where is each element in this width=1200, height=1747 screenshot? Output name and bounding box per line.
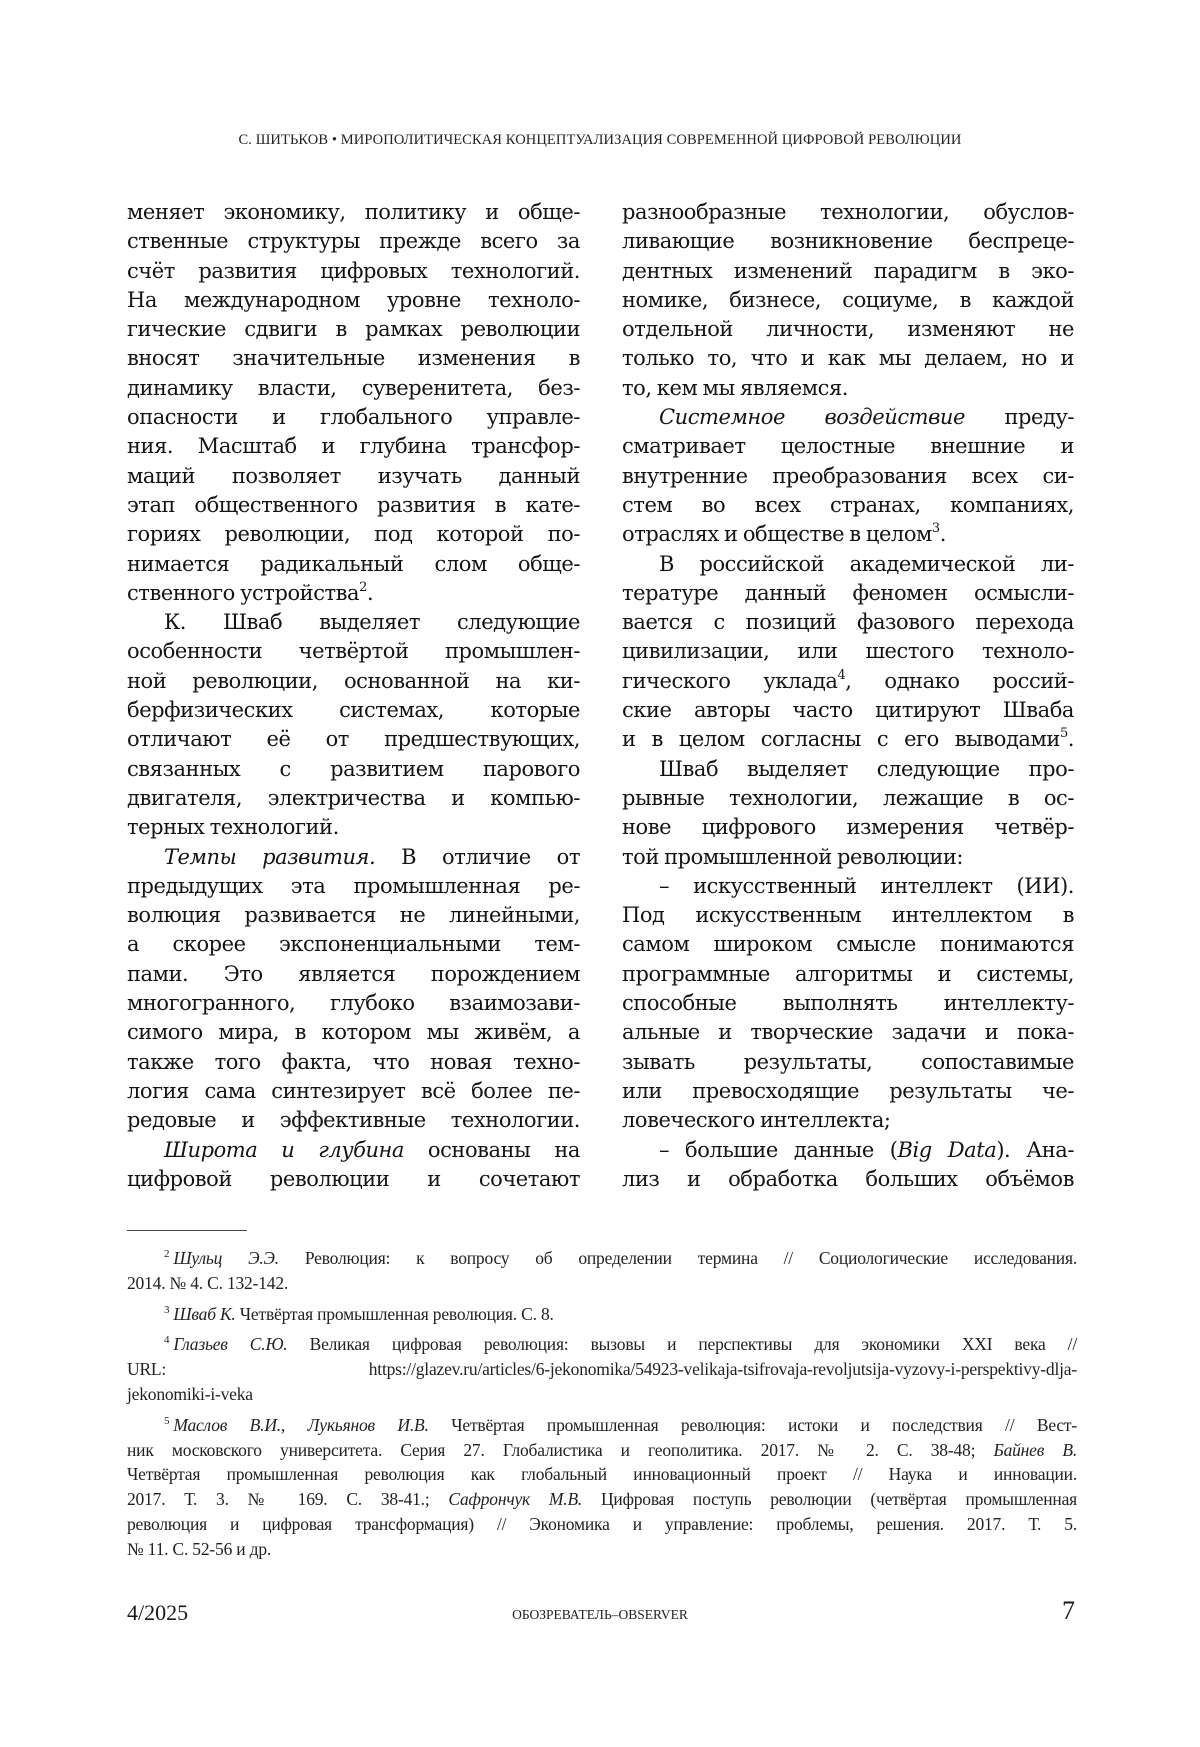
text-line: стем во всех странах, компаниях, [622,492,1074,517]
text-fragment: основаны на [403,1137,580,1162]
footnote-ref-4[interactable]: 4 [837,667,846,683]
text-line: цивилизации, или шестого техноло- [622,639,1074,664]
text-line: ловеческого интеллекта; [622,1108,891,1133]
running-head: С. ШИТЬКОВ • МИРОПОЛИТИЧЕСКАЯ КОНЦЕПТУАЛИЗАЦИЯ СОВРЕМЕННОЙ ЦИФРОВОЙ РЕВОЛЮЦИИ [238,132,962,148]
text-line: номике, бизнесе, социуме, в каждой [622,287,1074,312]
footnote-text: Цифровая поступь революции (четвёртая промышленная [582,1489,1077,1510]
text-line [127,579,580,608]
text-line: логия сама синтезирует всё более пе- [127,1078,580,1103]
text-line: предыдущих эта промышленная ре- [127,873,580,898]
text-line: ственные структуры прежде всего за [127,229,580,254]
footnote-3 [127,1302,1077,1327]
text-line: двигателя, электричества и компью- [127,785,580,810]
italic-term: Широта и глубина [164,1137,404,1162]
text-fragment: гического уклада [622,668,838,693]
text-line: нове цифрового измерения четвёр- [622,815,1074,840]
text-line: рывные технологии, лежащие в ос- [622,785,1074,810]
text-line: вносят значительные изменения в [127,346,580,371]
footnote-line [127,1438,1077,1463]
text-fragment: , однако россий- [845,668,1074,693]
footnote-text: Четвёртая промышленная революция. С. 8. [235,1303,554,1324]
text-line: ния. Масштаб и глубина трансфор- [127,434,580,459]
text-line: цифровой революции и сочетают [127,1166,580,1191]
text-line [622,725,1074,754]
footnote-ref-5[interactable]: 5 [1059,726,1068,742]
italic-term: Темпы развития. [164,844,376,869]
footnote-number: 3 [164,1303,170,1316]
italic-term: Системное воздействие [659,405,965,430]
text-line: то, кем мы являемся. [622,375,849,400]
footnote-divider [127,1230,247,1231]
text-fragment: – большие данные ( [659,1137,898,1162]
text-line: программные алгоритмы и системы, [622,961,1074,986]
issue-number: 4/2025 [127,1600,189,1625]
text-line [127,843,580,872]
footnote-4 [127,1332,1077,1406]
text-line: редовые и эффективные технологии. [127,1108,580,1133]
text-line: гические сдвиги в рамках революции [127,317,580,342]
footnote-line: Четвёртая промышленная революция как глобальный инновационный проект // Наука и инновации. [127,1464,1077,1485]
list-item-big-data [622,1136,1074,1165]
text-line [622,667,1074,696]
text-line: или превосходящие результаты че- [622,1078,1074,1103]
footnote-text: 2017. Т. 3. № 169. С. 38-41.; [127,1489,449,1510]
footnote-line [127,1246,1077,1271]
text-line: маций позволяет изучать данный [127,463,580,488]
text-line: самом широком смысле понимаются [622,932,1074,957]
text-fragment: и в целом согласны с его выводами [622,727,1060,752]
text-line [622,403,1074,432]
text-line: только то, что и как мы делаем, но и [622,346,1074,371]
text-line: симого мира, в котором мы живём, а [127,1020,580,1045]
footnote-author: Байнев В. [993,1439,1077,1460]
text-line: Под искусственным интеллектом в [622,903,1074,928]
footnote-line [127,1487,1077,1512]
text-line: способные выполнять интеллекту- [622,991,1074,1016]
text-fragment: . [1067,727,1074,752]
text-line: ной революции, основанной на ки- [127,668,580,693]
text-line: ские авторы часто цитируют Шваба [622,698,1074,723]
text-line: той промышленной революции: [622,844,964,869]
footnote-text: Четвёртая промышленная революция: истоки и последствия // Вест- [428,1414,1077,1435]
text-line: альные и творческие задачи и пока- [622,1020,1074,1045]
text-fragment: . [366,580,374,605]
journal-name: ОБОЗРЕВАТЕЛЬ–OBSERVER [512,1607,688,1622]
text-line: гориях революции, под которой по- [127,522,580,547]
text-fragment: В отличие от [375,844,580,869]
footnote-line [127,1413,1077,1438]
text-fragment: отраслях и обществе в целом [622,522,932,547]
text-line: многогранного, глубоко взаимозави- [127,991,580,1016]
footnote-text: ник московского университета. Серия 27. Глобалистика и геополитика. 2017. № 2. С. 38-48; [127,1439,994,1460]
text-line: К. Шваб выделяет следующие [164,610,580,635]
footnote-line: 2014. № 4. С. 132-142. [127,1272,289,1293]
footnote-author: Шваб К. [173,1303,236,1324]
footnote-url-line[interactable]: URL: https://glazev.ru/articles/6-jekonomika/54923-velikaja-tsifrovaja-revoljutsija-vyzovy-i-perspektivy-dlja- [127,1359,1077,1380]
text-line: В российской академической ли- [659,551,1074,576]
text-line: разнообразные технологии, обуслов- [622,200,1074,224]
footnote-line [127,1332,1077,1357]
text-line: внутренние преобразования всех си- [622,463,1074,488]
text-line: также того факта, что новая техно- [127,1049,580,1074]
text-line: лиз и обработка больших объёмов [622,1166,1074,1191]
footnote-2 [127,1246,1077,1296]
footnote-5 [127,1413,1077,1562]
text-fragment: ственного устройства [127,580,360,605]
text-line: этап общественного развития в кате- [127,492,580,517]
footnote-number: 2 [164,1248,170,1260]
footnote-url-line[interactable]: jekonomiki-i-veka [127,1383,253,1404]
text-line: дентных изменений парадигм в эко- [622,258,1074,283]
footnotes [127,1246,1077,1568]
text-line: пами. Это является порождением [127,961,580,986]
left-column [127,198,580,1194]
footnote-author: Сафрончук М.В. [448,1489,583,1510]
text-line: а скорее экспоненциальными тем- [127,932,580,957]
italic-term: Big Data [897,1137,997,1162]
text-line: динамику власти, суверенитета, без- [127,375,580,400]
text-line: сматривает целостные внешние и [622,434,1074,459]
text-line [622,520,1074,549]
text-line: счёт развития цифровых технологий. [127,258,580,283]
footnote-number: 4 [164,1334,170,1347]
text-line: связанных с развитием парового [127,756,580,781]
text-line: волюция развивается не линейными, [127,903,580,928]
text-line: меняет экономику, политику и обще- [127,200,580,224]
text-line: вается с позиций фазового перехода [622,610,1074,635]
text-line [127,1136,580,1165]
right-column [622,198,1074,1194]
footnote-ref-3[interactable]: 3 [931,521,940,537]
footnote-ref-2[interactable]: 2 [359,579,367,595]
footnote-number: 5 [164,1414,170,1427]
text-line: терных технологий. [127,815,339,840]
text-fragment: преду- [964,405,1075,430]
list-item-ai: – искусственный интеллект (ИИ). [659,873,1074,898]
footnote-text: Великая цифровая революция: вызовы и перспективы для экономики XXI века // [287,1334,1077,1355]
text-line: ливающие возникновение беспреце- [622,229,1074,254]
footnote-author: Маслов В.И., Лукьянов И.В. [173,1414,429,1435]
text-line: На международном уровне техноло- [127,287,580,312]
text-line: нимается радикальный слом обще- [127,551,580,576]
text-line: отличают её от предшествующих, [127,727,580,752]
footnote-text: Революция: к вопросу об определении термина // Социологические исследования. [278,1248,1077,1268]
page-number: 7 [1062,1596,1075,1625]
text-line: зывать результаты, сопоставимые [622,1049,1074,1074]
text-line: Шваб выделяет следующие про- [659,756,1074,781]
text-fragment: . [939,522,946,547]
text-line: опасности и глобального управле- [127,405,580,430]
text-fragment: ). Ана- [996,1137,1074,1162]
footnote-line [127,1302,1077,1327]
footnote-line: № 11. С. 52-56 и др. [127,1538,272,1559]
footnote-author: Шульц Э.Э. [173,1248,279,1268]
text-line: отдельной личности, изменяют не [622,317,1074,342]
footnote-author: Глазьев С.Ю. [173,1334,288,1355]
footnote-line: революция и цифровая трансформация) // Экономика и управление: проблемы, решения. 2017. Т. 5. [127,1513,1077,1534]
text-line: тературе данный феномен осмысли- [622,580,1074,605]
text-line: берфизических системах, которые [127,698,580,723]
text-line: особенности четвёртой промышлен- [127,639,580,664]
